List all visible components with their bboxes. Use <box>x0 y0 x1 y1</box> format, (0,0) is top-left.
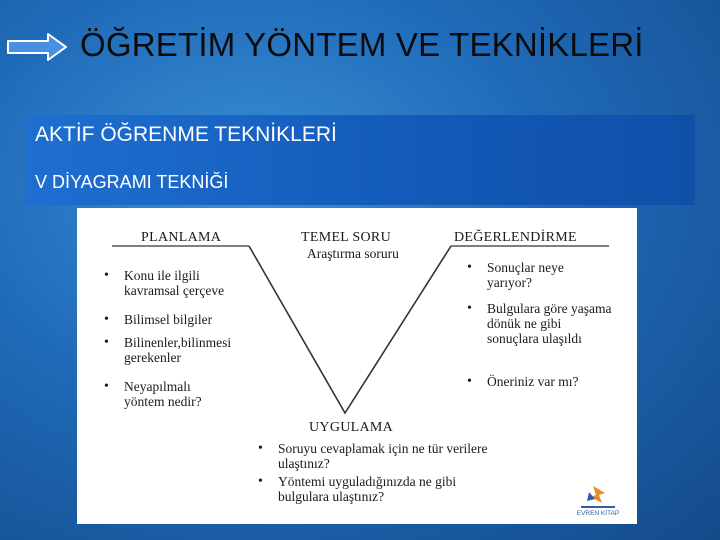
slide-title: ÖĞRETİM YÖNTEM VE TEKNİKLERİ <box>80 26 644 63</box>
planning-item: • Bilimsel bilgiler <box>124 312 249 327</box>
v-diagram <box>77 208 637 524</box>
planning-item: • Konu ile ilgili kavramsal çerçeve <box>124 268 249 298</box>
logo-graphic <box>575 483 621 519</box>
planning-header: PLANLAMA <box>141 230 222 245</box>
v-shape <box>249 246 451 413</box>
arrow-right-icon <box>6 31 68 63</box>
banner-subheading: V DİYAGRAMI TEKNİĞİ <box>35 172 229 192</box>
application-header: UYGULAMA <box>309 420 394 435</box>
planning-item: • Neyapılmalı yöntem nedir? <box>124 379 234 409</box>
core-question-header: TEMEL SORU <box>301 230 391 245</box>
evaluation-item: • Bulgulara göre yaşama dönük ne gibi sonuçlara ulaşıldı <box>487 301 612 346</box>
banner-heading: AKTİF ÖĞRENME TEKNİKLERİ <box>35 123 337 146</box>
planning-item: • Bilinenler,bilinmesi gerekenler <box>124 335 264 365</box>
logo-icon <box>575 483 621 519</box>
evaluation-item: • Öneriniz var mı? <box>487 374 617 389</box>
application-item: • Yöntemi uyguladığınızda ne gibi bulgulara ulaştınız? <box>278 474 508 504</box>
application-item: • Soruyu cevaplamak için ne tür verilere ulaştınız? <box>278 441 508 471</box>
evaluation-header: DEĞERLENDİRME <box>454 230 577 245</box>
section-banner <box>25 115 695 205</box>
evaluation-item: • Sonuçlar neye yarıyor? <box>487 260 587 290</box>
title-area <box>0 0 720 100</box>
core-question-subheader: Araştırma soruru <box>307 246 399 261</box>
logo-text: EVREN KİTAP <box>576 510 620 517</box>
